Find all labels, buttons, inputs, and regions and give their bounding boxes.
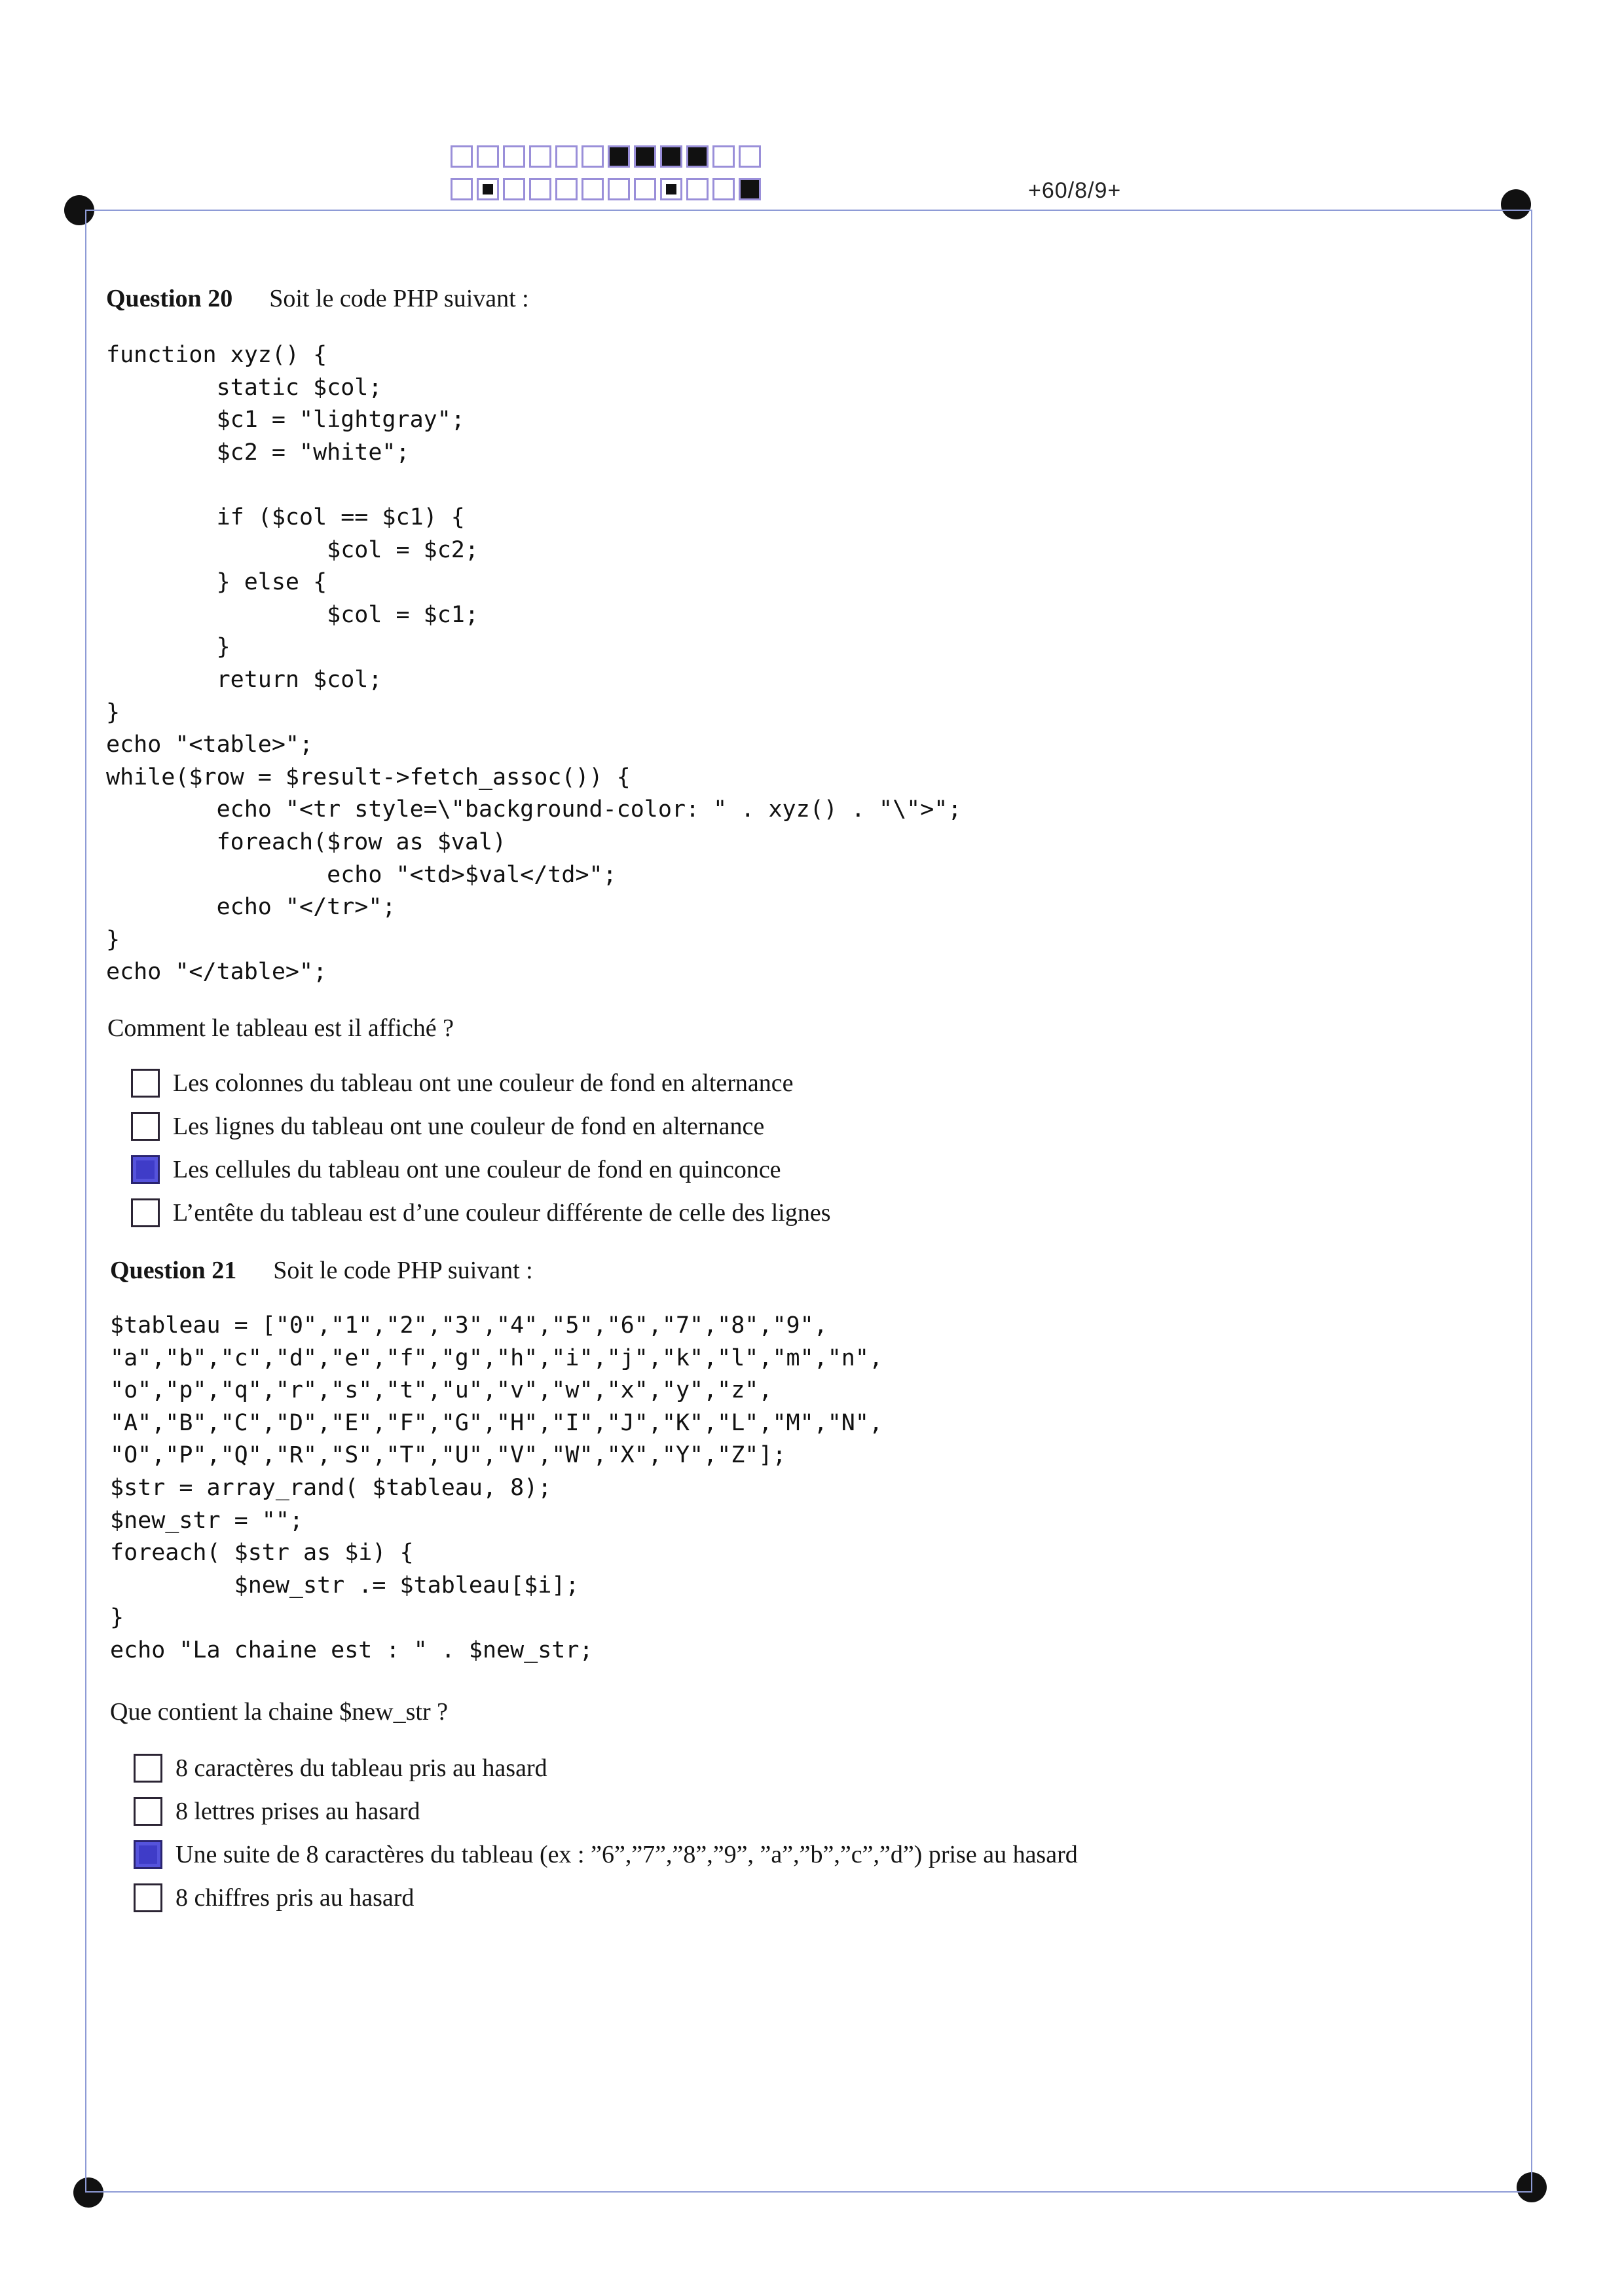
answer-text: Les lignes du tableau ont une couleur de fond en alternance xyxy=(173,1113,765,1140)
id-box xyxy=(451,145,473,168)
question-20-answers xyxy=(131,1062,830,1234)
id-box xyxy=(634,178,656,200)
id-box-filled xyxy=(634,145,656,168)
answer-text: L’entête du tableau est d’une couleur différente de celle des lignes xyxy=(173,1199,831,1227)
id-box xyxy=(581,178,604,200)
id-box-filled xyxy=(477,178,499,200)
answer-checkbox[interactable] xyxy=(134,1754,162,1783)
answer-text: Les colonnes du tableau ont une couleur de fond en alternance xyxy=(173,1069,794,1097)
answer-text: 8 caractères du tableau pris au hasard xyxy=(175,1754,547,1782)
id-box-filled xyxy=(739,178,761,200)
answer-option xyxy=(131,1191,830,1234)
answer-checkbox[interactable] xyxy=(134,1840,162,1869)
id-box xyxy=(739,145,761,168)
id-box-filled xyxy=(660,178,682,200)
question-20-header xyxy=(106,284,529,313)
answer-option xyxy=(131,1105,830,1148)
id-box xyxy=(529,178,551,200)
id-box xyxy=(555,178,578,200)
answer-option xyxy=(134,1833,1078,1876)
answer-checkbox[interactable] xyxy=(131,1069,160,1098)
question-20-code: function xyz() { static $col; $c1 = "lightgray"; $c2 = "white"; if ($col == $c1) { $col = $c2; } else { $col = $c1; } return $col; } echo "<table>"; while($row = $result->fetch_assoc()) { echo "<tr style=\"background-color: " . xyz() . "\">"; foreach($row as $val) echo "<td>$val</td>"; echo "</tr>"; } echo "</table>"; xyxy=(106,342,962,986)
id-box-filled xyxy=(660,145,682,168)
answer-checkbox[interactable] xyxy=(134,1797,162,1826)
answer-checkbox[interactable] xyxy=(131,1155,160,1184)
id-box-filled xyxy=(686,145,709,168)
id-box xyxy=(451,178,473,200)
id-box xyxy=(503,145,525,168)
answer-option xyxy=(131,1062,830,1105)
id-box-filled xyxy=(608,145,630,168)
question-number: Question 21 xyxy=(110,1257,237,1284)
id-box xyxy=(712,145,735,168)
answer-text: Les cellules du tableau ont une couleur de fond en quinconce xyxy=(173,1156,781,1183)
id-box xyxy=(608,178,630,200)
answer-option xyxy=(134,1876,1078,1919)
answer-checkbox[interactable] xyxy=(134,1883,162,1912)
question-intro: Soit le code PHP suivant : xyxy=(273,1257,533,1284)
id-box xyxy=(529,145,551,168)
question-intro: Soit le code PHP suivant : xyxy=(269,285,529,312)
id-box xyxy=(477,145,499,168)
id-box xyxy=(555,145,578,168)
answer-checkbox[interactable] xyxy=(131,1198,160,1227)
answer-option xyxy=(131,1148,830,1191)
student-id-boxes-row-2 xyxy=(451,178,765,200)
id-box xyxy=(712,178,735,200)
answer-text: Une suite de 8 caractères du tableau (ex : ”6”,”7”,”8”,”9”, ”a”,”b”,”c”,”d”) prise au hasard xyxy=(175,1841,1078,1868)
question-21-prompt: Que contient la chaine $new_str ? xyxy=(110,1698,448,1726)
student-id-boxes-row-1 xyxy=(451,145,765,168)
answer-text: 8 lettres prises au hasard xyxy=(175,1798,420,1825)
question-number: Question 20 xyxy=(106,285,233,312)
question-21-code: $tableau = ["0","1","2","3","4","5","6","7","8","9", "a","b","c","d","e","f","g","h","i","j","k","l","m","n", "o","p","q","r","s","t","u","v","w","x","y","z", "A","B","C","D","E","F","G","H","I","J","K","L","M","N", "O","P","Q","R","S","T","U","V","W","X","Y","Z"]; $str = array_rand( $tableau, 8); $new_str = ""; foreach( $str as $i) { $new_str .= $tableau[$i]; } echo "La chaine est : " . $new_str; xyxy=(110,1312,883,1663)
question-21-answers xyxy=(134,1747,1078,1919)
answer-text: 8 chiffres pris au hasard xyxy=(175,1884,415,1912)
answer-option xyxy=(134,1747,1078,1790)
id-box xyxy=(686,178,709,200)
answer-option xyxy=(134,1790,1078,1833)
page-identifier: +60/8/9+ xyxy=(1028,178,1122,203)
id-box xyxy=(581,145,604,168)
question-20-prompt: Comment le tableau est il affiché ? xyxy=(107,1014,454,1042)
id-box xyxy=(503,178,525,200)
question-21-header xyxy=(110,1256,533,1285)
answer-checkbox[interactable] xyxy=(131,1112,160,1141)
